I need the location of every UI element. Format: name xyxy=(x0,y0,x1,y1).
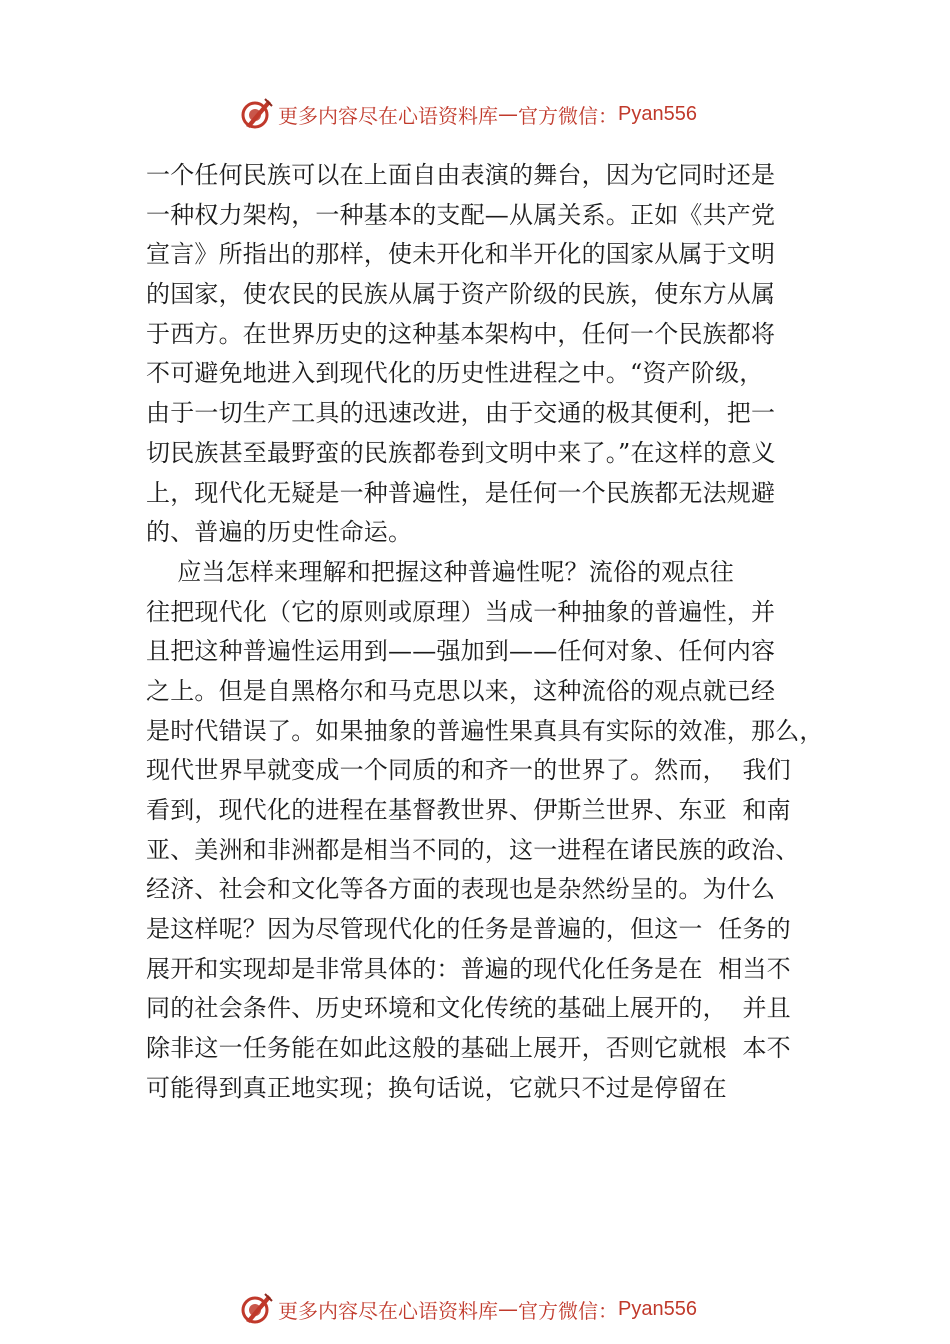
text-line: 于西方。在世界历史的这种基本架构中，任何一个民族都将 xyxy=(146,319,776,348)
text-line: 同的社会条件、历史环境和文化传统的基础上展开的， 并且 xyxy=(146,994,791,1023)
text-line: 由于一切生产工具的迅速改进，由于交通的极其便利，把一 xyxy=(146,399,776,428)
text-line: 除非这一任务能在如此这般的基础上展开，否则它就根 本不 xyxy=(146,1034,791,1063)
footer-banner xyxy=(238,1291,697,1327)
header-banner xyxy=(238,96,697,132)
banner-separator: — xyxy=(498,102,518,126)
banner-wechat-id: Pyan556 xyxy=(618,102,697,125)
text-line: 切民族甚至最野蛮的民族都卷到文明中来了。”在这样的意义 xyxy=(146,438,776,467)
banner-library-text: 更多内容尽在心语资料库 xyxy=(278,1298,498,1323)
text-line: 可能得到真正地实现；换句话说，它就只不过是停留在 xyxy=(146,1073,727,1102)
banner-official-label: 官方微信： xyxy=(518,1298,618,1323)
banner-wechat-id: Pyan556 xyxy=(618,1297,697,1320)
text-line: 一个任何民族可以在上面自由表演的舞台，因为它同时还是 xyxy=(146,161,776,189)
text-line: 且把这种普遍性运用到——强加到——任何对象、任何内容 xyxy=(146,637,776,666)
text-line: 宣言》所指出的那样，使未开化和半开化的国家从属于文明 xyxy=(146,240,776,269)
text-line: 不可避免地进入到现代化的历史性进程之中。“资产阶级， xyxy=(146,359,764,388)
banner-separator: — xyxy=(498,1297,518,1321)
text-line: 亚、美洲和非洲都是相当不同的，这一进程在诸民族的政治、 xyxy=(146,835,800,864)
document-body xyxy=(146,156,846,1109)
text-line: 的、普遍的历史性命运。 xyxy=(146,518,413,547)
text-line: 是时代错误了。如果抽象的普遍性果真具有实际的效准，那么， xyxy=(146,716,824,745)
text-line: 经济、社会和文化等各方面的表现也是杂然纷呈的。为什么 xyxy=(146,875,776,904)
text-line: 看到，现代化的进程在基督教世界、伊斯兰世界、东亚 和南 xyxy=(146,796,791,824)
text-line: 的国家，使农民的民族从属于资产阶级的民族，使东方从属 xyxy=(146,280,776,309)
text-line: 现代世界早就变成一个同质的和齐一的世界了。然而， 我们 xyxy=(146,756,791,785)
quill-seal-icon xyxy=(238,96,274,132)
text-line: 展开和实现却是非常具体的：普遍的现代化任务是在 相当不 xyxy=(146,954,791,983)
text-line: 是这样呢？因为尽管现代化的任务是普遍的，但这一 任务的 xyxy=(146,915,791,944)
banner-official-label: 官方微信： xyxy=(518,103,618,128)
text-line: 应当怎样来理解和把握这种普遍性呢？流俗的观点往 xyxy=(146,557,734,586)
text-line: 之上。但是自黑格尔和马克思以来，这种流俗的观点就已经 xyxy=(146,676,776,705)
quill-seal-icon xyxy=(238,1291,274,1327)
text-line: 往把现代化（它的原则或原理）当成一种抽象的普遍性，并 xyxy=(146,597,776,626)
banner-library-text: 更多内容尽在心语资料库 xyxy=(278,103,498,128)
text-line: 一种权力架构，一种基本的支配—从属关系。正如《共产党 xyxy=(146,200,776,229)
text-line: 上，现代化无疑是一种普遍性，是任何一个民族都无法规避 xyxy=(146,478,776,507)
